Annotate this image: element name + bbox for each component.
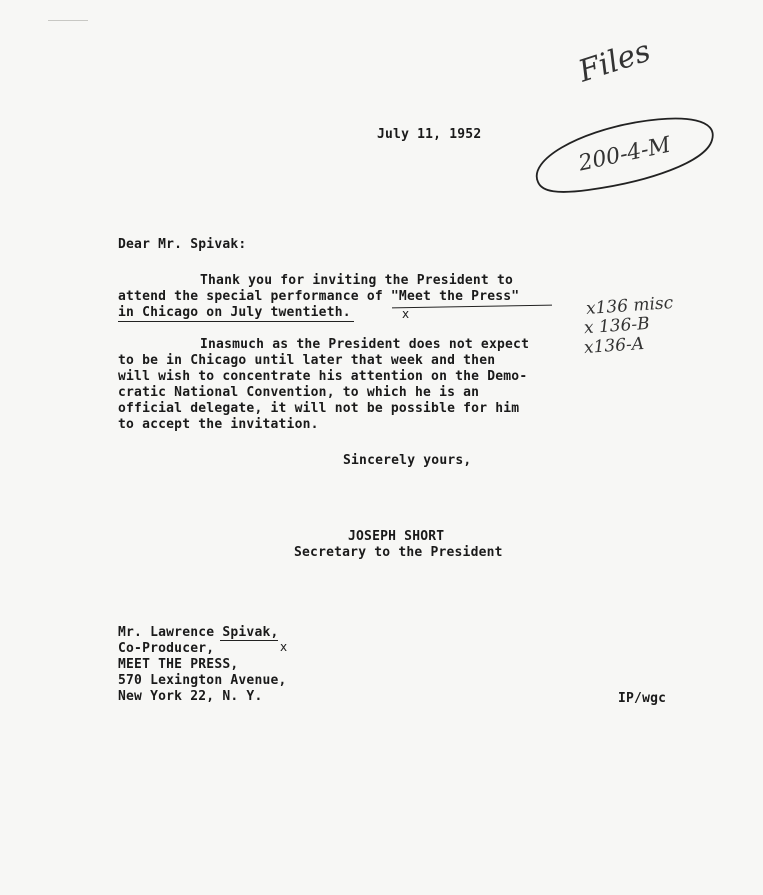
signer-name: JOSEPH SHORT — [348, 529, 445, 544]
letter-date: July 11, 1952 — [377, 127, 482, 142]
paragraph-2-line-1: Inasmuch as the President does not expect — [200, 337, 530, 352]
recipient-line-2: Co-Producer, — [118, 641, 215, 656]
signer-title: Secretary to the President — [294, 545, 503, 560]
paragraph-2-line-5: official delegate, it will not be possible for him — [118, 401, 520, 416]
paragraph-2-line-4: cratic National Convention, to which he is an — [118, 385, 480, 400]
paragraph-1-line-3: in Chicago on July twentieth. — [118, 305, 351, 320]
recipient-line-1: Mr. Lawrence Spivak, — [118, 625, 279, 640]
handwritten-code-3: x136-A — [583, 333, 645, 359]
handwritten-files-note: Files — [574, 33, 655, 90]
file-number: 200-4-M — [576, 132, 673, 177]
recipient-line-4: 570 Lexington Avenue, — [118, 673, 287, 688]
underline-chicago-line — [118, 321, 354, 322]
recipient-line-5: New York 22, N. Y. — [118, 689, 263, 704]
recipient-line-3: MEET THE PRESS, — [118, 657, 239, 672]
cross-mark-2: x — [280, 640, 288, 654]
underline-meet-the-press — [392, 305, 552, 309]
paragraph-2-line-3: will wish to concentrate his attention on the Demo- — [118, 369, 528, 384]
paragraph-2-line-6: to accept the invitation. — [118, 417, 319, 432]
paragraph-2-line-2: to be in Chicago until later that week and then — [118, 353, 496, 368]
closing: Sincerely yours, — [343, 453, 472, 468]
top-edge-mark — [48, 20, 88, 21]
cross-mark-1: x — [402, 307, 410, 321]
paragraph-1-line-1: Thank you for inviting the President to — [200, 273, 514, 288]
underline-spivak — [220, 640, 278, 641]
paragraph-1-line-2: attend the special performance of "Meet the Press" — [118, 289, 520, 304]
salutation: Dear Mr. Spivak: — [118, 237, 247, 252]
typist-initials: IP/wgc — [618, 691, 667, 706]
handwritten-code-2: x 136-B — [583, 313, 651, 339]
handwritten-code-1: x136 misc — [585, 292, 674, 320]
